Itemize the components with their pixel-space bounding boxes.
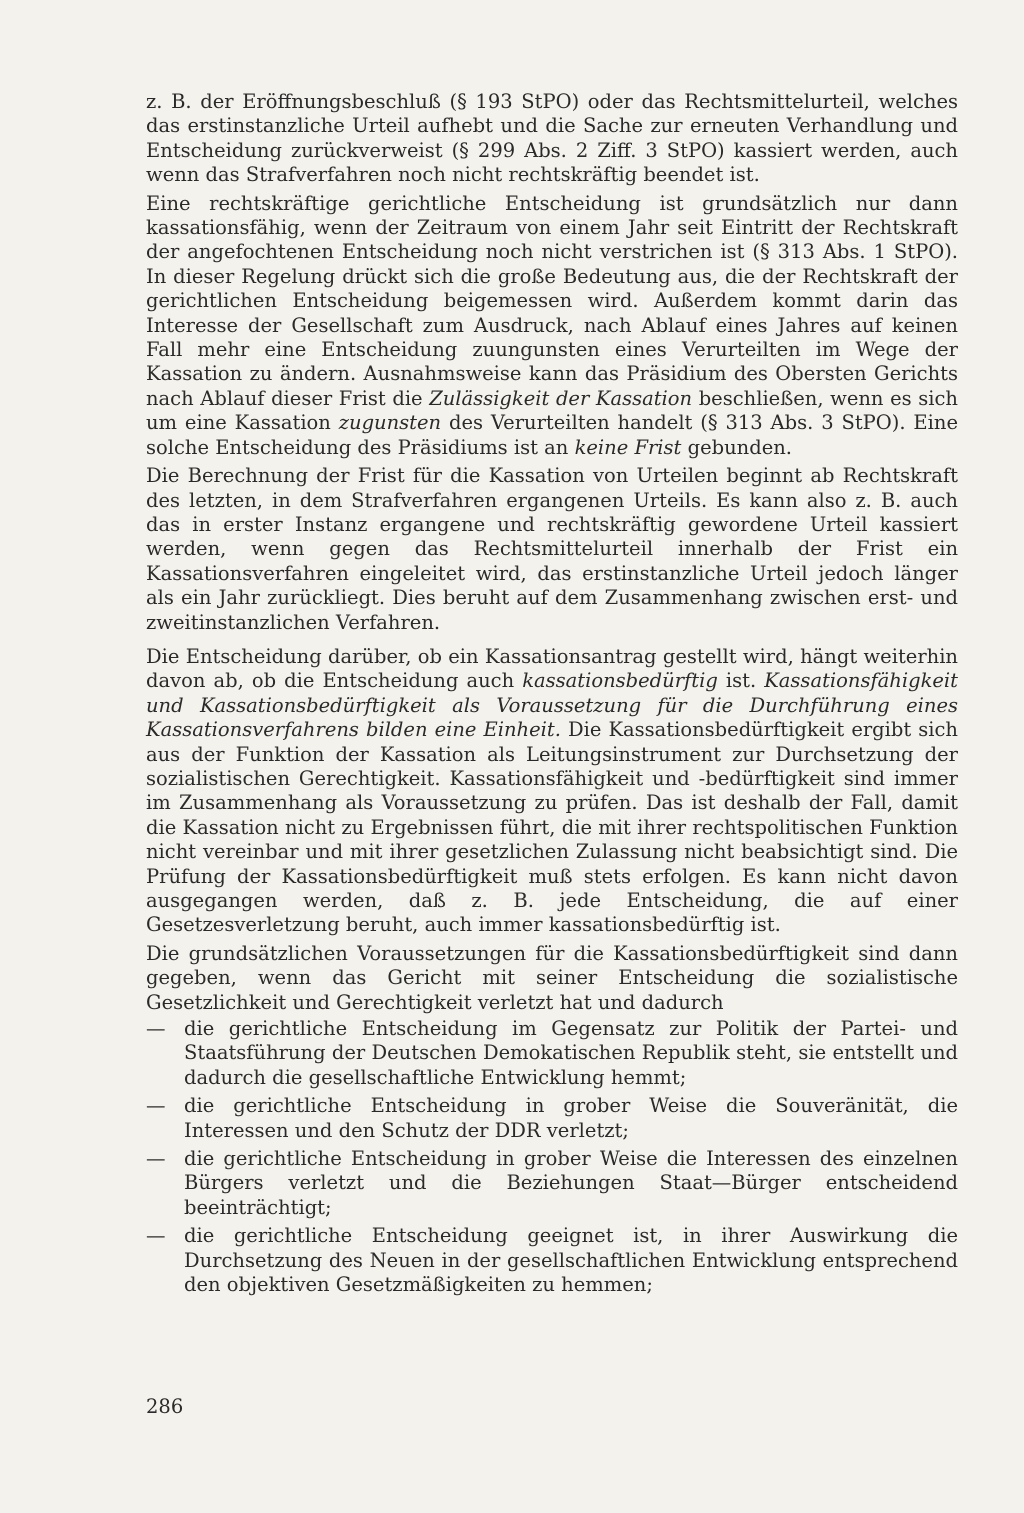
text-run: des Verurteilten handelt (§ 313 Abs. 3 StPO). Eine solche Entscheidung des Präsidiums ist an	[146, 411, 959, 459]
emphasized-text: Zulässigkeit der Kassation	[429, 386, 693, 410]
text-run: Die Entscheidung darüber, ob ein Kassationsantrag gestellt wird, hängt weiterhin davon ab, ob die Entscheidung auch	[146, 644, 958, 693]
paragraph-5	[146, 942, 958, 1015]
list-item: — die gerichtliche Entscheidung geeignet ist, in ihrer Auswirkung die Durchsetzung des Neuen in der gesellschaftlichen Entwicklung entsprechend den objektiven Gesetzmäßigkeiten zu hemmen;	[146, 1224, 958, 1297]
emphasized-text: keine Frist	[574, 435, 682, 459]
body-text	[146, 90, 958, 1298]
requirements-list	[146, 1017, 958, 1297]
list-item: — die gerichtliche Entscheidung in grober Weise die Souveränität, die Interessen und den Schutz der DDR verletzt;	[146, 1094, 958, 1142]
paragraph-2	[146, 192, 958, 460]
text-run: Eine rechtskräftige gerichtliche Entscheidung ist grundsätzlich nur dann kassationsfähig, wenn der Zeitraum von einem Jahr seit Eintritt der Rechtskraft der angefochtenen Entscheidung noch nicht verstrichen ist (§ 313 Abs. 1 StPO). In dieser Regelung drückt sich die große Bedeutung aus, die der Rechtskraft der gerichtlichen Entscheidung beigemessen wird. Außerdem kommt darin das Interesse der Gesellschaft zum Ausdruck, nach Ablauf eines Jahres auf keinen Fall mehr eine Entscheidung zuungunsten eines Verurteilten im Wege der Kassation zu ändern. Ausnahmsweise kann das Präsidium des Obersten Gerichts nach Ablauf dieser Frist die	[146, 191, 958, 410]
dash-marker: —	[146, 1224, 166, 1248]
paragraph-4	[146, 645, 958, 938]
dash-marker: —	[146, 1147, 166, 1171]
emphasized-text: zugunsten	[338, 411, 442, 435]
emphasized-text: kassationsbedürftig	[522, 669, 718, 693]
list-item: — die gerichtliche Entscheidung im Gegensatz zur Politik der Partei- und Staatsführung der Deutschen Demokatischen Republik steht, sie entstellt und dadurch die gesellschaftliche Entwicklung hemmt;	[146, 1017, 958, 1089]
paragraph-3	[146, 464, 958, 635]
text-run: gebunden.	[681, 435, 792, 459]
page-number: 286	[146, 1395, 184, 1418]
text-run: Die Berechnung der Frist für die Kassation von Urteilen beginnt ab Rechtskraft des letzten, in dem Strafverfahren ergangenen Urteils. Es kann also z. B. auch das in erster Instanz ergangene und rechtskräftig gewordene Urteil kassiert werden, wenn gegen das Rechtsmittelurteil innerhalb der Frist ein Kassationsverfahren eingeleitet wird, das erstinstanzliche Urteil jedoch länger als ein Jahr zurückliegt. Dies beruht auf dem Zusammenhang zwischen erst- und zweitinstanzlichen Verfahren.	[146, 464, 958, 634]
text-run: beschließen, wenn es sich um eine Kassation	[146, 386, 958, 435]
dash-marker: —	[146, 1094, 166, 1118]
list-item: — die gerichtliche Entscheidung in grober Weise die Interessen des einzelnen Bürgers verletzt und die Beziehungen Staat—Bürger entscheidend beeinträchtigt;	[146, 1147, 958, 1219]
text-run: Die grundsätzlichen Voraussetzungen für die Kassationsbedürftigkeit sind dann gegeben, wenn das Gericht mit seiner Entscheidung die sozialistische Gesetzlichkeit und Gerechtigkeit verletzt hat und dadurch	[146, 941, 958, 1014]
text-run: ist.	[717, 669, 765, 693]
text-run: Die Kassationsbedürftigkeit ergibt sich aus der Funktion der Kassation als Leitungsinstrument zur Durchsetzung der sozialistischen Gerechtigkeit. Kassationsfähigkeit und -bedürftigkeit sind immer im Zusammenhang als Voraussetzung zu prüfen. Das ist deshalb der Fall, damit die Kassation nicht zu Ergebnissen führt, die mit ihrer rechtspolitischen Funktion nicht vereinbar und mit ihrer gesetzlichen Zulassung nicht beabsichtigt sind. Die Prüfung der Kassationsbedürftigkeit muß stets erfolgen. Es kann nicht davon ausgegangen werden, daß z. B. jede Entscheidung, die auf einer Gesetzesverletzung beruht, auch immer kassationsbedürftig ist.	[146, 718, 958, 937]
emphasized-text: Kassationsfähigkeit und Kassationsbedürftigkeit als Voraussetzung für die Durchführung eines Kassationsverfahrens bilden eine Einheit.	[146, 669, 958, 742]
text-run: z. B. der Eröffnungsbeschluß (§ 193 StPO) oder das Rechtsmittelurteil, welches das erstinstanzliche Urteil aufhebt und die Sache zur erneuten Verhandlung und Entscheidung zurückverweist (§ 299 Abs. 2 Ziff. 3 StPO) kassiert werden, auch wenn das Strafverfahren noch nicht rechtskräftig beendet ist.	[146, 90, 958, 187]
dash-marker: —	[146, 1017, 166, 1041]
paragraph-1	[146, 90, 958, 188]
